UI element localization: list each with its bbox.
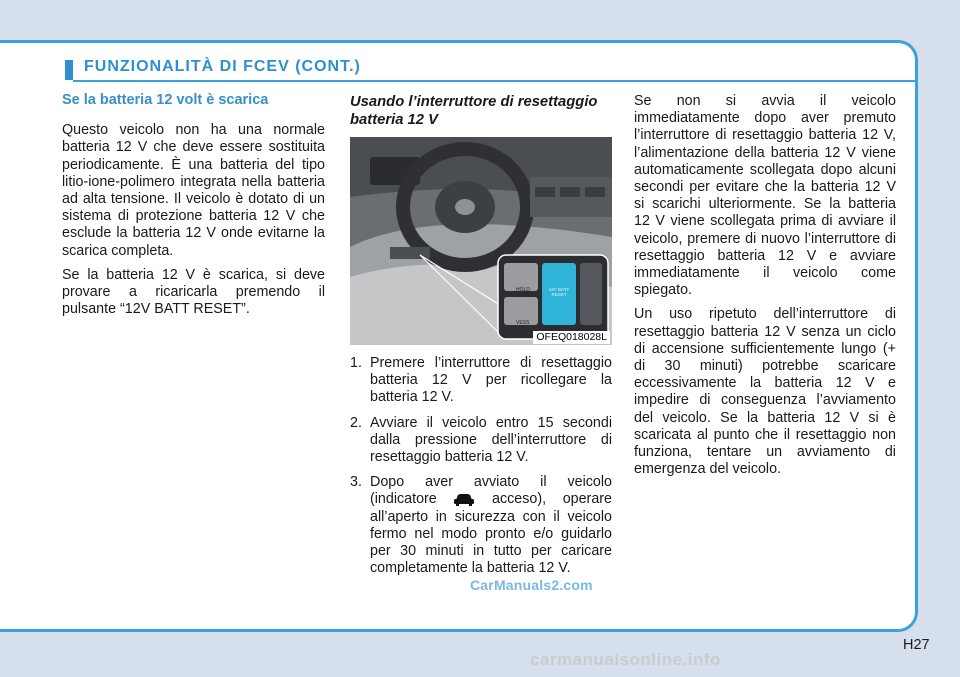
step-number: 1. bbox=[350, 355, 362, 371]
list-item bbox=[350, 415, 612, 467]
list-item bbox=[350, 474, 612, 577]
dashboard-illustration bbox=[350, 137, 612, 345]
step-number: 3. bbox=[350, 474, 362, 491]
paragraph: Se non si avvia il veicolo immediatamente dopo aver premuto l’interruttore di resettaggio batteria 12 V, l’alimentazione della batteria 12 V viene automaticamente scollegata dopo alcuni secondi per evitare che la batteria 12 V si scarichi ulteriormente. Se la batteria 12 V viene scollegata prima di avviare il veicolo, premere di nuovo l’interruttore di resettaggio batteria 12 V e avviare immediatamente il veicolo come spiegato. bbox=[634, 93, 896, 299]
step-text-after: acceso), operare all’aperto in sicurezza con il veicolo fermo nel modo pronto e/o guidarlo per 30 minuti in tutto per caricare completamente la batteria 12 V. bbox=[370, 491, 612, 577]
page-number: H27 bbox=[903, 637, 930, 653]
switch-label-batt-reset: 12V BATT RESET bbox=[548, 287, 570, 297]
list-item bbox=[350, 355, 612, 407]
steps-list bbox=[350, 355, 612, 577]
step-text: Avviare il veicolo entro 15 secondi dalla pressione dell’interruttore di resettaggio batteria 12 V. bbox=[370, 414, 612, 466]
figure-caption: OFEQ018028L bbox=[533, 331, 610, 344]
paragraph: Se la batteria 12 V è scarica, si deve provare a ricaricarla premendo il pulsante “12V BATT RESET”. bbox=[62, 266, 325, 318]
left-column bbox=[62, 92, 325, 325]
switch-label-vess: VESS bbox=[516, 320, 530, 326]
watermark-carmanuals: CarManuals2.com bbox=[470, 577, 593, 593]
header-rule bbox=[73, 80, 915, 82]
step-number: 2. bbox=[350, 414, 362, 431]
switch-label-hold: HOLD bbox=[516, 287, 530, 293]
paragraph: Questo veicolo non ha una normale batteria 12 V che deve essere sostituita periodicamente. È una batteria del tipo litio-ione-polimero integrata nella batteria ad alta tensione. Il veicolo è dotato di un sistema di protezione batteria 12 V che esclude la batteria 12 V onde evitarne la scarica completa. bbox=[62, 122, 325, 259]
step-text: Premere l’interruttore di resettaggio batteria 12 V per ricollegare la batteria 12 V. bbox=[370, 355, 612, 406]
middle-column bbox=[350, 93, 612, 585]
dashboard-figure bbox=[350, 137, 612, 345]
step-text-before: Dopo aver avviato il veicolo (indicatore bbox=[370, 474, 612, 508]
sub-title: Usando l’interruttore di resettaggio batteria 12 V bbox=[350, 94, 598, 128]
section-title: Se la batteria 12 volt è scarica bbox=[62, 92, 269, 108]
paragraph: Un uso ripetuto dell’interruttore di resettaggio batteria 12 V senza un ciclo di accensione sufficientemente lungo (+ di 30 minuti) potrebbe scaricare eccessivamente la batteria 12 V e impedire di conseguenza l’avviamento del veicolo. Se la batteria 12 V si è scaricata al punto che il resettaggio non funziona, tentare un avviamento di emergenza del veicolo. bbox=[634, 306, 896, 478]
ready-car-indicator-icon bbox=[453, 493, 475, 507]
footer-watermark: carmanualsonline.info bbox=[530, 650, 721, 669]
page-header-title: FUNZIONALITÀ DI FCEV (CONT.) bbox=[84, 58, 361, 75]
header-accent-bar bbox=[65, 60, 73, 80]
right-column bbox=[634, 93, 896, 485]
